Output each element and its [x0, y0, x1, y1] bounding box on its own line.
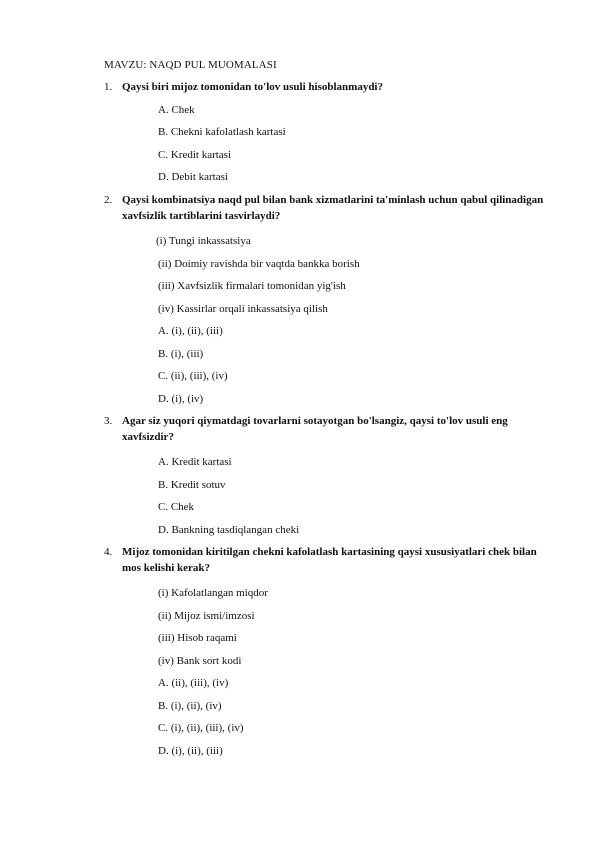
answer-option: D. Bankning tasdiqlangan cheki — [158, 524, 300, 536]
answer-option: A. Kredit kartasi — [158, 456, 232, 468]
answer-option: (iii) Xavfsizlik firmalari tomonidan yig'ish — [158, 280, 346, 292]
answer-option: B. Kredit sotuv — [158, 479, 226, 491]
answer-option: (iv) Bank sort kodi — [158, 655, 242, 667]
question-number: 2. — [104, 194, 113, 206]
question-text: Agar siz yuqori qiymatdagi tovarlarni sotayotgan bo'lsangiz, qaysi to'lov usuli eng xavfsizdir? — [122, 415, 508, 443]
question-number: 1. — [104, 81, 113, 93]
answer-option: C. Kredit kartasi — [158, 149, 232, 161]
question-number: 4. — [104, 546, 113, 558]
answer-option: (ii) Doimiy ravishda bir vaqtda bankka borish — [158, 258, 360, 270]
answer-option: (iii) Hisob raqami — [158, 632, 237, 644]
answer-option: (ii) Mijoz ismi/imzosi — [158, 610, 255, 622]
answer-option: B. Chekni kafolatlash kartasi — [158, 126, 286, 138]
answer-option: B. (i), (ii), (iv) — [158, 700, 222, 712]
answer-option: C. (i), (ii), (iii), (iv) — [158, 722, 244, 734]
answer-option: (iv) Kassirlar orqali inkassatsiya qilish — [158, 303, 328, 315]
question-text: Qaysi biri mijoz tomonidan to'lov usuli hisoblanmaydi? — [122, 81, 383, 93]
answer-option: C. (ii), (iii), (iv) — [158, 370, 228, 382]
question-text: Mijoz tomonidan kiritilgan chekni kafolatlash kartasining qaysi xususiyatlari chek bilan mos kelishi kerak? — [122, 546, 537, 574]
answer-option: B. (i), (iii) — [158, 348, 204, 360]
answer-option: (i) Tungi inkassatsiya — [156, 235, 251, 247]
answer-option: A. (i), (ii), (iii) — [158, 325, 223, 337]
answer-option: A. (ii), (iii), (iv) — [158, 677, 229, 689]
answer-option: (i) Kafolatlangan miqdor — [158, 587, 268, 599]
answer-option: C. Chek — [158, 501, 195, 513]
answer-option: D. Debit kartasi — [158, 171, 228, 183]
answer-option: D. (i), (ii), (iii) — [158, 745, 223, 757]
question-number: 3. — [104, 415, 113, 427]
question-text: Qaysi kombinatsiya naqd pul bilan bank xizmatlarini ta'minlash uchun qabul qilinadigan xavfsizlik tartiblarini tasvirlaydi? — [122, 194, 544, 222]
page-title: MAVZU: NAQD PUL MUOMALASI — [104, 59, 277, 71]
answer-option: A. Chek — [158, 104, 195, 116]
answer-option: D. (i), (iv) — [158, 393, 204, 405]
